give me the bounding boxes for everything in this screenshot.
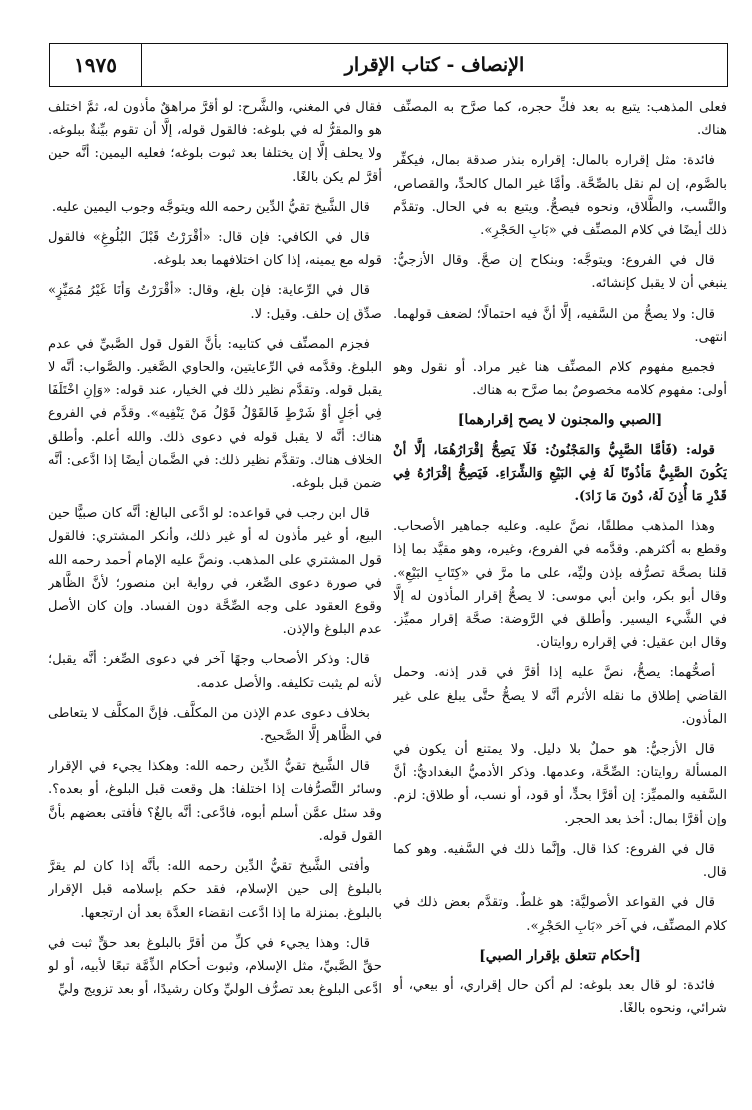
paragraph: فائدة: لو قال بعد بلوغه: لم أكن حال إقراري، أو بيعي، أو شرائي، ونحوه بالغًا. (393, 977, 727, 1017)
paragraph: فجميع مفهوم كلام المصنِّف هنا غير مراد. أو نقول وهو أولى: مفهوم كلامه مخصوصٌ بما صرَّح به هناك. (393, 360, 727, 399)
paragraph: قال في القواعد الأصوليَّة: هو غلطٌ. وتقدَّم بعض ذلك في كلام المصنِّف، في آخر «بَابِ الحَجْرِ». (393, 895, 727, 934)
section-heading: [أحكام تتعلق بإقرار الصبي] (479, 947, 641, 964)
paragraph: قال: ولا يصحُّ من السَّفيه، إلَّا أنَّ فيه احتمالًا؛ لضعف قولهما. انتهى. (393, 306, 727, 345)
paragraph: قال الشَّيخ تقيُّ الدِّين رحمه الله: وهكذا يجيء في الإقرار وسائر التَّصرُّفات إذا اختلفا: هل وقعت قبل البلوغ، أو بعده؟. وقد سئل عمَّن أسلم أبوه، فادَّعى: أنَّه بالغٌ؟ فأفتى بعضهم بأنَّ القول قوله. (48, 759, 382, 844)
paragraph: قال في الكافي: فإن قال: «أقْرَرْتُ قَبْلَ البُلُوغِ» فالقول قوله مع يمينه، إذا كان اختلافهما بعد بلوغه. (48, 230, 382, 269)
page-number: ١٩٧٥ (50, 44, 142, 86)
section-heading: [الصبي والمجنون لا يصح إقرارهما] (457, 412, 663, 429)
paragraph: قال في الفروع: كذا قال. وإنَّما ذلك في السَّفيه. وهو كما قال. (393, 841, 727, 881)
paragraph: قال: وذكر الأصحاب وجهًا آخر في دعوى الصِّغر: أنَّه يقبل؛ لأنه لم يثبت تكليفه. والأصل عدمه. (48, 652, 382, 691)
paragraph: وأفتى الشَّيخ تقيُّ الدِّين رحمه الله: بأنَّه إذا كان لم يقرَّ بالبلوغ إلى حين الإسلام، فقد حكم بإسلامه قبل الإقرار بالبلوغ. بمنزلة ما إذا ادَّعت انقضاء العدَّة بعد أن ارتجعها. (48, 859, 382, 921)
paragraph: فعلى المذهب: يتبع به بعد فكِّ حجره، كما صرَّح به المصنِّف هناك. (393, 100, 727, 139)
paragraph: قال في الفروع: ويتوجَّه: وبنكاح إن صحَّ. وقال الأزجيُّ: ينبغي أن لا يقبل كإنشائه. (393, 253, 727, 292)
paragraph: بخلاف دعوى عدم الإذن من المكلَّف. فإنَّ المكلَّف لا يتعاطى في الظَّاهر إلَّا الصَّحيح. (48, 705, 382, 745)
paragraph: قال: وهذا يجيء في كلِّ من أقرَّ بالبلوغ بعد حقٍّ ثبت في حقِّ الصَّبيِّ، مثل الإسلام، وثبوت أحكام الذِّمَّة تبعًا لأبيه، أو لو ادَّعى البلوغ بعد تصرُّف الوليِّ وكان رشيدًا، أو بعد تزويج وليِّ (48, 935, 382, 998)
left-column (48, 96, 382, 1096)
paragraph: وهذا المذهب مطلقًا، نصَّ عليه. وعليه جماهير الأصحاب. وقطع به أكثرهم. وقدَّمه في الفروع، وغيره، وهو مقيَّد بما إذا قلنا بصحَّة تصرُّفه بإذن وليِّه، على ما مرَّ في «كِتَابِ البَيْعِ». وقال أبو بكر، وابن أبي موسى: لا يصحُّ إقرار المأذون له إلَّا في الشَّيء اليسير. وأطلق في الرَّوضة: صحَّة إقرار مميِّز. وقال ابن عقيل: في إقراره روايتان. (393, 519, 727, 651)
paragraph: فجزم المصنِّف في كتابيه: بأنَّ القول قول الصَّبيِّ في عدم البلوغ. وقدَّمه في الرِّعايتين، والحاوي الصَّغير. والصَّواب: أنَّه لا يقبل قوله. وتقدَّم نظير ذلك في الخيار، عند قوله: «وَإنِ اخْتَلَفَا فِي أجَلٍ أوْ شَرْطٍ فَالقَوْلُ قَوْلُ مَنْ يَنْفِيه». وقدَّم في الفروع هناك: أنَّه لا يقبل قوله في دعوى ذلك. والله أعلم. وأطلق الخلاف هناك. وتقدَّم نظير ذلك: في الضَّمان أيضًا إذا ادَّعى: أنَّه ضمن قبل بلوغه. (48, 336, 382, 492)
paragraph: قال ابن رجب في قواعده: لو ادَّعى البالغ: أنَّه كان صبيًّا حين البيع، أو غير مأذون له أو غير ذلك، وأنكر المشتري: فالقول قول المشتري على المذهب. ونصَّ عليه الإمام أحمد رحمه الله في صورة دعوى الصِّغر، في رواية ابن منصور؛ لأنَّ الظَّاهر وقوع العقود على وجه الصِّحَّة دون الفساد. وإن كان الأصل عدم البلوغ والإذن. (48, 506, 382, 638)
paragraph: قال في الرِّعاية: فإن بلغ، وقال: «أقْرَرْتُ وَأنَا غَيْرُ مُمَيِّزٍ» صدِّق إن حلف. وقيل: لا. (48, 283, 382, 322)
paragraph: فقال في المغني، والشَّرح: لو أقرَّ مراهقٌ مأذون له، ثمَّ اختلف هو والمقرُّ له في بلوغه: فالقول قوله، إلَّا أن تقوم بيِّنةٌ ببلوغه. ولا يحلف إلَّا إن يختلفا بعد ثبوت بلوغه؛ فعليه اليمين: أنَّه حين أقرَّ لم يكن بالغًا. (48, 100, 382, 185)
page-header (49, 43, 728, 87)
paragraph: قال الأزجيُّ: هو حملٌ بلا دليل. ولا يمتنع أن يكون في المسألة روايتان: الصِّحَّة، وعدمها. وذكر الأدميُّ البغداديُّ: أنَّ السَّفيه والمميِّز: إن أقرَّا بحدٍّ، أو قود، أو نسب، أو طلاق: لزم. وإن أقرَّا بمال: أخذ بعد الحجر. (393, 742, 727, 827)
running-title: الإنصاف - كتاب الإقرار (344, 54, 525, 76)
paragraph: فائدة: مثل إقراره بالمال: إقراره بنذر صدقة بمال، فيكفِّر بالصَّوم، إن لم نقل بالصِّحَّة. وأمَّا غير المال كالحدِّ، والقصاص، والنَّسب، والطَّلاق، ونحوه فيصحُّ. ويتبع به في الحال. وتقدَّم ذلك أيضًا في كلام المصنِّف في «بَابِ الحَجْرِ». (393, 153, 727, 239)
right-column (393, 96, 727, 1096)
quoted-text: قوله: (فَأمَّا الصَّبِيُّ وَالمَجْنُونُ: فَلَا يَصِحُّ إقْرَارُهُمَا، إلَّا أنْ يَكُونَ الصَّبِيُّ مَأذُونًا لَهُ فِي البَيْعِ وَالشِّرَاءِ. فَيَصِحُّ إقْرَارُهُ فِي قَدْرِ مَا أُذِنَ لَهُ، دُونَ مَا زَادَ). (393, 442, 727, 505)
paragraph: أصحُّهما: يصحُّ، نصَّ عليه إذا أقرَّ في قدر إذنه. وحمل القاضي إطلاق ما نقله الأثرم أنَّه لا يصحُّ حتَّى يبلغ على غير المأذون. (393, 665, 727, 727)
paragraph: قال الشَّيخ تقيُّ الدِّين رحمه الله ويتوجَّه وجوب اليمين عليه. (51, 199, 370, 215)
